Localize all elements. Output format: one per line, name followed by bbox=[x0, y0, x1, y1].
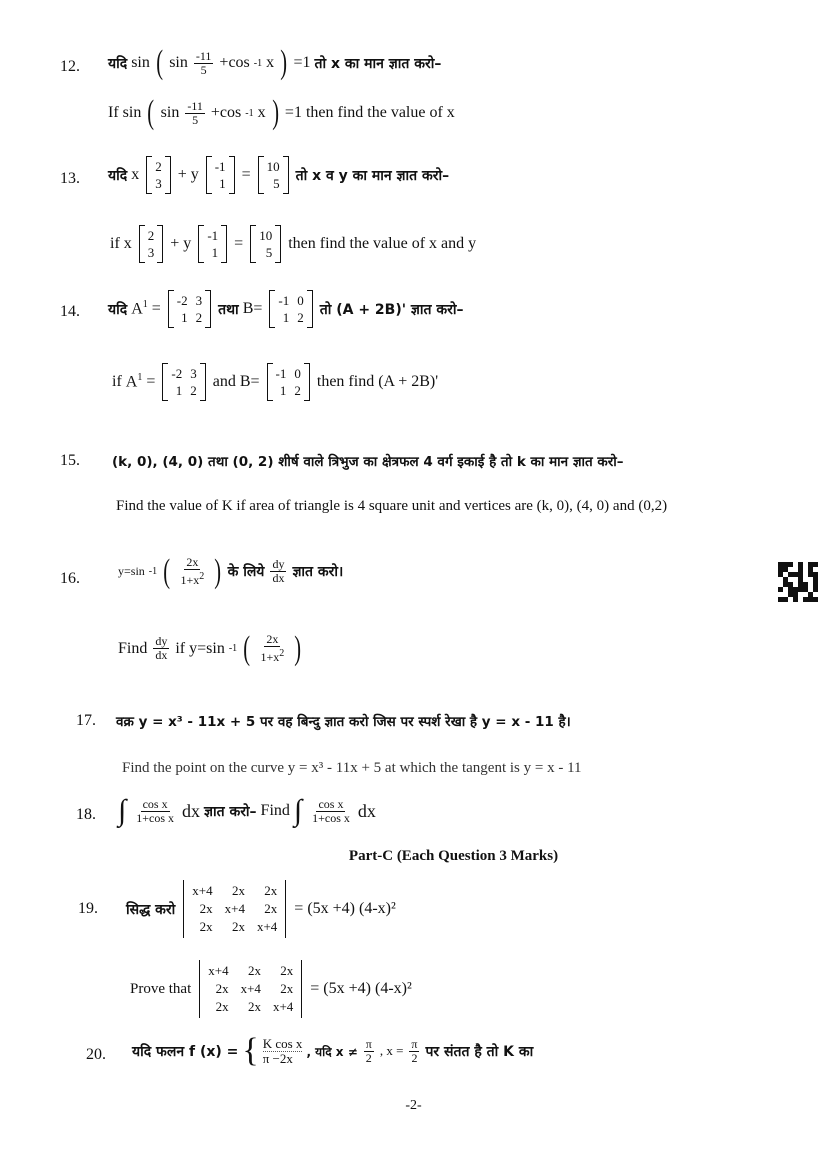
paren: ) bbox=[214, 552, 222, 590]
hindi-suffix: ज्ञात करो– bbox=[203, 803, 257, 820]
english-prefix: if bbox=[110, 235, 120, 252]
cell: 1 bbox=[282, 310, 290, 325]
determinant-cell: 2x bbox=[280, 981, 294, 996]
question-number: 20. bbox=[86, 1046, 106, 1063]
matrix bbox=[198, 225, 227, 263]
rhs: = (5x +4) (4-x)² bbox=[310, 980, 412, 997]
integral-sign: ∫ bbox=[118, 794, 127, 827]
q18-line bbox=[118, 794, 376, 828]
denominator: 1+cos x bbox=[136, 810, 174, 825]
sup: -1 bbox=[253, 57, 263, 69]
question-number: 18. bbox=[76, 806, 96, 823]
denominator: dx bbox=[155, 648, 168, 662]
matrix bbox=[139, 225, 164, 263]
hindi-suffix: तो (A + 2B)' ज्ञात करो– bbox=[319, 301, 464, 318]
determinant-cell: 2x bbox=[199, 919, 213, 934]
condition: , यदि x ≠ bbox=[306, 1044, 358, 1059]
english-prefix: Prove that bbox=[130, 980, 192, 997]
q12-hindi bbox=[108, 44, 442, 81]
english-suffix: then find the value of x and y bbox=[288, 235, 477, 252]
matrix bbox=[168, 290, 211, 328]
fraction bbox=[134, 798, 176, 825]
hindi-mid: के लिये bbox=[227, 564, 265, 580]
determinant-cell: 2x bbox=[215, 999, 229, 1014]
matrix bbox=[146, 156, 171, 194]
cell: -1 bbox=[278, 293, 290, 308]
fraction bbox=[310, 798, 352, 825]
math: = bbox=[234, 235, 244, 252]
math: B= bbox=[239, 373, 260, 390]
determinant-cell: x+4 bbox=[192, 883, 213, 898]
integral-sign: ∫ bbox=[293, 794, 303, 827]
cell: 2 bbox=[195, 310, 203, 325]
determinant-cell: x+4 bbox=[240, 981, 261, 996]
cell: 5 bbox=[265, 245, 273, 260]
fraction bbox=[364, 1038, 374, 1065]
condition: , x = bbox=[379, 1043, 404, 1058]
cell: 2 bbox=[190, 383, 197, 398]
paren: ( bbox=[243, 629, 251, 667]
page-number: -2- bbox=[405, 1098, 422, 1113]
cell: 10 bbox=[266, 159, 280, 174]
cell: 1 bbox=[175, 383, 183, 398]
numerator: -11 bbox=[195, 48, 212, 63]
matrix bbox=[250, 225, 281, 263]
qr-code bbox=[778, 562, 818, 602]
hindi-prefix: सिद्ध करो bbox=[126, 901, 176, 918]
cell: 2 bbox=[297, 310, 304, 325]
denominator: dx bbox=[272, 571, 285, 585]
paren: ( bbox=[156, 44, 163, 81]
sup: -1 bbox=[148, 566, 158, 577]
numerator: 2x bbox=[266, 632, 279, 646]
english-prefix: if bbox=[112, 373, 122, 390]
english-if: if bbox=[175, 639, 186, 657]
math: sin bbox=[169, 54, 188, 71]
math: x bbox=[123, 235, 132, 252]
cell: 3 bbox=[155, 176, 162, 191]
question-number: 16. bbox=[60, 570, 80, 587]
denominator: 1+cos x bbox=[312, 810, 350, 825]
english-suffix: then find (A + 2B)' bbox=[316, 373, 439, 390]
paren: ) bbox=[294, 629, 302, 667]
denominator: 2 bbox=[365, 1050, 372, 1065]
question-number: 17. bbox=[76, 712, 96, 729]
matrix bbox=[269, 290, 312, 328]
denominator bbox=[259, 647, 287, 664]
denominator-base: 1+x bbox=[260, 650, 280, 664]
determinant-cell: x+4 bbox=[256, 919, 278, 934]
math: y=sin bbox=[189, 639, 225, 657]
determinant bbox=[183, 880, 286, 938]
math: = bbox=[146, 373, 156, 390]
section-heading: Part-C (Each Question 3 Marks) bbox=[348, 848, 559, 864]
math: =1 bbox=[284, 104, 302, 121]
cell: 2 bbox=[155, 159, 162, 174]
fraction bbox=[409, 1038, 419, 1065]
english-find: Find bbox=[118, 639, 148, 657]
determinant-cell: x+4 bbox=[224, 901, 245, 916]
q15-hindi: (k, 0), (4, 0) तथा (0, 2) शीर्ष वाले त्रिभुज का क्षेत्रफल 4 वर्ग इकाई है तो k का मान ज्ञात करो– bbox=[112, 454, 624, 470]
math: x bbox=[257, 104, 266, 121]
math: sin bbox=[122, 104, 142, 121]
denominator bbox=[178, 570, 206, 587]
q20-line bbox=[132, 1032, 534, 1069]
q13-english bbox=[110, 225, 476, 263]
fraction bbox=[194, 50, 214, 77]
math: +cos bbox=[210, 104, 242, 121]
numerator: cos x bbox=[318, 796, 344, 811]
math: y=sin bbox=[118, 564, 145, 578]
determinant-cell: 2x bbox=[215, 981, 229, 996]
cell: 3 bbox=[195, 293, 203, 308]
q19-hindi bbox=[126, 880, 396, 938]
math: = bbox=[151, 300, 161, 317]
fraction bbox=[259, 633, 287, 664]
numerator: π bbox=[365, 1036, 372, 1051]
numerator: π bbox=[411, 1036, 418, 1051]
fraction bbox=[178, 556, 206, 587]
fraction bbox=[153, 635, 169, 662]
hindi-suffix: ज्ञात करो। bbox=[292, 564, 344, 580]
cell: 10 bbox=[259, 228, 273, 243]
q14-english bbox=[112, 363, 438, 401]
math: x bbox=[266, 54, 275, 71]
determinant-cell: x+4 bbox=[272, 999, 294, 1014]
math bbox=[131, 299, 148, 318]
determinant-cell: 2x bbox=[199, 901, 213, 916]
cell: -1 bbox=[207, 228, 219, 243]
denominator: 2 bbox=[411, 1050, 418, 1065]
determinant-cell: 2x bbox=[231, 883, 245, 898]
q12-english bbox=[108, 94, 455, 131]
question-number: 14. bbox=[60, 303, 80, 320]
matrix bbox=[267, 363, 310, 401]
sup: 1 bbox=[142, 299, 148, 311]
cell: 1 bbox=[279, 383, 287, 398]
determinant-cell: 2x bbox=[280, 963, 294, 978]
fraction bbox=[185, 100, 205, 127]
determinant-cell: 2x bbox=[264, 901, 278, 916]
determinant-cell: 2x bbox=[231, 919, 245, 934]
cell: -2 bbox=[171, 366, 183, 381]
qr-module bbox=[813, 597, 818, 602]
matrix bbox=[206, 156, 235, 194]
hindi-prefix: यदि bbox=[108, 301, 128, 318]
numerator: 2x bbox=[186, 555, 199, 569]
hindi-join: तथा bbox=[218, 301, 239, 318]
math: B= bbox=[242, 300, 263, 317]
hindi-suffix: तो x का मान ज्ञात करो– bbox=[314, 55, 442, 72]
cell: 2 bbox=[147, 228, 155, 243]
math: dx bbox=[181, 800, 200, 821]
numerator: dy bbox=[155, 634, 168, 648]
math: + y bbox=[177, 166, 199, 183]
determinant-cell: 2x bbox=[247, 963, 261, 978]
determinant bbox=[199, 960, 302, 1018]
sup: 2 bbox=[279, 648, 285, 659]
rhs: = (5x +4) (4-x)² bbox=[294, 900, 396, 917]
cell: 3 bbox=[190, 366, 197, 381]
denominator: π −2x bbox=[262, 1050, 293, 1066]
sup: 1 bbox=[137, 372, 143, 384]
paren: ) bbox=[271, 94, 279, 131]
english-suffix: then find the value of x bbox=[305, 104, 455, 121]
math: sin bbox=[160, 104, 180, 121]
matrix bbox=[162, 363, 205, 401]
denominator-base: 1+x bbox=[180, 573, 200, 587]
math: +cos bbox=[219, 54, 250, 71]
hindi-prefix: यदि bbox=[108, 55, 128, 72]
question-number: 19. bbox=[78, 900, 98, 917]
q15-english: Find the value of K if area of triangle is 4 square unit and vertices are (k, 0), (4, 0) and (0,2) bbox=[116, 498, 668, 514]
sup: -1 bbox=[228, 643, 238, 654]
paren: ) bbox=[280, 44, 288, 81]
q17-english: Find the point on the curve y = x³ - 11x + 5 at which the tangent is y = x - 11 bbox=[122, 760, 582, 776]
paren: ( bbox=[163, 552, 171, 590]
cell: -1 bbox=[275, 366, 287, 381]
cell: 1 bbox=[181, 310, 188, 325]
paren: ( bbox=[147, 94, 155, 131]
denominator: 5 bbox=[192, 112, 199, 127]
sup: -1 bbox=[245, 107, 254, 119]
denominator: 5 bbox=[200, 62, 207, 77]
cell: 1 bbox=[211, 245, 219, 260]
q16-hindi bbox=[118, 552, 344, 590]
english-find: Find bbox=[260, 802, 290, 819]
english-prefix: If bbox=[108, 104, 119, 121]
brace: { bbox=[242, 1032, 259, 1069]
cell: 5 bbox=[273, 176, 280, 191]
sup: 2 bbox=[199, 571, 205, 582]
math: + y bbox=[170, 235, 192, 252]
q16-english bbox=[118, 629, 304, 667]
math bbox=[126, 372, 143, 391]
numerator: -11 bbox=[187, 98, 203, 113]
q13-hindi bbox=[108, 156, 449, 194]
cell: 0 bbox=[297, 293, 304, 308]
a-label: A bbox=[131, 300, 143, 318]
cell: 0 bbox=[294, 366, 301, 381]
math: sin bbox=[131, 54, 150, 71]
math: x bbox=[131, 166, 140, 183]
hindi-prefix: यदि bbox=[108, 167, 128, 184]
math: =1 bbox=[293, 54, 311, 71]
cell: 2 bbox=[294, 383, 301, 398]
hindi-prefix: यदि फलन f (x) = bbox=[132, 1043, 239, 1060]
determinant-cell: 2x bbox=[264, 883, 278, 898]
question-number: 15. bbox=[60, 452, 80, 469]
numerator: cos x bbox=[142, 796, 168, 811]
cell: 3 bbox=[147, 245, 155, 260]
q19-english bbox=[130, 960, 412, 1018]
hindi-suffix: पर संतत है तो K का bbox=[425, 1043, 534, 1060]
matrix bbox=[258, 156, 289, 194]
question-number: 13. bbox=[60, 170, 80, 187]
cell: -1 bbox=[214, 159, 226, 174]
hindi-suffix: तो x व y का मान ज्ञात करो– bbox=[295, 167, 450, 184]
q14-hindi bbox=[108, 290, 463, 328]
english-join: and bbox=[212, 373, 236, 390]
math: dx bbox=[357, 800, 376, 821]
numerator: K cos x bbox=[262, 1035, 303, 1051]
question-number: 12. bbox=[60, 58, 80, 75]
math: = bbox=[241, 166, 251, 183]
fraction bbox=[270, 558, 286, 585]
determinant-cell: 2x bbox=[247, 999, 261, 1014]
case-expression bbox=[263, 1037, 303, 1066]
a-label: A bbox=[125, 373, 138, 391]
numerator: dy bbox=[272, 557, 285, 571]
cell: -2 bbox=[176, 293, 188, 308]
cell: 1 bbox=[219, 176, 226, 191]
determinant-cell: x+4 bbox=[208, 963, 229, 978]
q17-hindi: वक्र y = x³ - 11x + 5 पर वह बिन्दु ज्ञात करो जिस पर स्पर्श रेखा है y = x - 11 है। bbox=[116, 714, 571, 730]
